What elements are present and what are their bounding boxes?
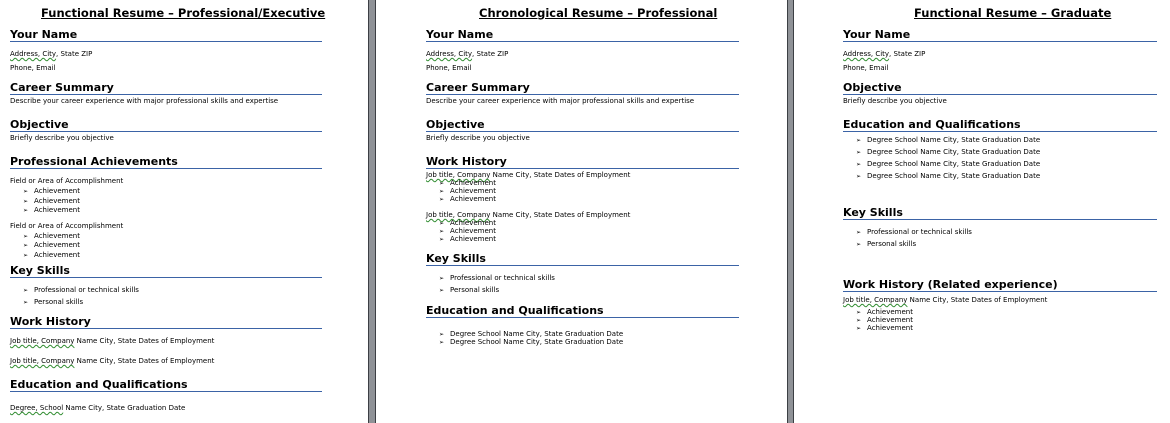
address-line: [426, 50, 508, 59]
job-text-rest: Name City, State Dates of Employment: [490, 171, 631, 179]
education-text-spellchecked: Degree, School: [10, 404, 64, 412]
job-text-rest: Name City, State Dates of Employment: [74, 337, 215, 345]
education-heading: Education and Qualifications: [426, 304, 739, 318]
education-item: ➢ Degree School Name City, State Graduation Date: [856, 172, 1040, 181]
achievement-item: ➢ Achievement: [439, 187, 496, 196]
page-separator: [368, 0, 376, 423]
career-summary-heading: Career Summary: [10, 81, 322, 95]
achievement-item: ➢ Achievement: [439, 227, 496, 236]
career-summary-text: Describe your career experience with major professional skills and expertise: [10, 97, 279, 105]
phone-line: Phone, Email: [10, 64, 56, 72]
education-item: ➢ Degree School Name City, State Graduation Date: [856, 148, 1040, 157]
education-heading: Education and Qualifications: [10, 378, 322, 392]
work-history-heading: Work History (Related experience): [843, 278, 1157, 292]
resume-page-functional-graduate: [795, 0, 1170, 423]
job-line: [10, 337, 214, 346]
job-text-rest: Name City, State Dates of Employment: [490, 211, 631, 219]
address-text-rest: , State ZIP: [56, 50, 93, 58]
education-item: ➢ Degree School Name City, State Graduation Date: [856, 160, 1040, 169]
objective-heading: Objective: [426, 118, 739, 132]
achievement-item: ➢ Achievement: [856, 316, 913, 325]
address-line: [10, 50, 92, 59]
name-heading: Your Name: [426, 28, 739, 42]
achievement-item: ➢ Achievement: [23, 232, 80, 241]
objective-heading: Objective: [843, 81, 1157, 95]
address-text-spellchecked: Address, City: [843, 50, 890, 58]
work-history-heading: Work History: [426, 155, 739, 169]
address-text-spellchecked: Address, City: [10, 50, 57, 58]
achievement-item: ➢ Achievement: [856, 308, 913, 317]
accomplishment-field: Field or Area of Accomplishment: [10, 222, 124, 230]
accomplishment-field: Field or Area of Accomplishment: [10, 177, 124, 185]
job-line: [843, 296, 1047, 305]
achievement-item: ➢ Achievement: [439, 179, 496, 188]
career-summary-heading: Career Summary: [426, 81, 739, 95]
objective-text: Briefly describe you objective: [843, 97, 947, 105]
job-line: [10, 357, 214, 366]
professional-achievements-heading: Professional Achievements: [10, 155, 322, 169]
objective-heading: Objective: [10, 118, 322, 132]
skill-item: ➢ Personal skills: [439, 286, 499, 295]
achievement-item: ➢ Achievement: [23, 251, 80, 260]
achievement-item: ➢ Achievement: [439, 219, 496, 228]
skill-item: ➢ Personal skills: [856, 240, 916, 249]
achievement-item: ➢ Achievement: [23, 197, 80, 206]
job-text-spellchecked: Job title, Company: [10, 357, 75, 365]
job-text-rest: Name City, State Dates of Employment: [907, 296, 1048, 304]
education-text-rest: Name City, State Graduation Date: [63, 404, 186, 412]
key-skills-heading: Key Skills: [10, 264, 322, 278]
resume-page-functional-executive: [0, 0, 367, 423]
career-summary-text: Describe your career experience with major professional skills and expertise: [426, 97, 695, 105]
achievement-item: ➢ Achievement: [856, 324, 913, 333]
skill-item: ➢ Professional or technical skills: [23, 286, 139, 295]
education-item: ➢ Degree School Name City, State Graduation Date: [439, 330, 623, 339]
education-line: [10, 404, 185, 413]
education-heading: Education and Qualifications: [843, 118, 1157, 132]
achievement-item: ➢ Achievement: [439, 235, 496, 244]
education-item: ➢ Degree School Name City, State Graduation Date: [856, 136, 1040, 145]
job-text-spellchecked: Job title, Company: [426, 171, 491, 179]
work-history-heading: Work History: [10, 315, 322, 329]
job-text-spellchecked: Job title, Company: [426, 211, 491, 219]
address-line: [843, 50, 925, 59]
objective-text: Briefly describe you objective: [10, 134, 114, 142]
document-title: Functional Resume – Professional/Executive: [41, 6, 326, 20]
document-title: Functional Resume – Graduate: [914, 6, 1112, 20]
job-text-spellchecked: Job title, Company: [10, 337, 75, 345]
address-text-rest: , State ZIP: [889, 50, 926, 58]
address-text-spellchecked: Address, City: [426, 50, 473, 58]
achievement-item: ➢ Achievement: [23, 206, 80, 215]
achievement-item: ➢ Achievement: [23, 241, 80, 250]
key-skills-heading: Key Skills: [426, 252, 739, 266]
skill-item: ➢ Personal skills: [23, 298, 83, 307]
document-title: Chronological Resume – Professional: [479, 6, 718, 20]
achievement-item: ➢ Achievement: [23, 187, 80, 196]
achievement-item: ➢ Achievement: [439, 195, 496, 204]
skill-item: ➢ Professional or technical skills: [856, 228, 972, 237]
job-text-rest: Name City, State Dates of Employment: [74, 357, 215, 365]
key-skills-heading: Key Skills: [843, 206, 1157, 220]
education-item: ➢ Degree School Name City, State Graduation Date: [439, 338, 623, 347]
page-separator: [787, 0, 794, 423]
phone-line: Phone, Email: [843, 64, 889, 72]
skill-item: ➢ Professional or technical skills: [439, 274, 555, 283]
resume-page-chronological-professional: [377, 0, 785, 423]
address-text-rest: , State ZIP: [472, 50, 509, 58]
objective-text: Briefly describe you objective: [426, 134, 530, 142]
phone-line: Phone, Email: [426, 64, 472, 72]
job-text-spellchecked: Job title, Company: [843, 296, 908, 304]
name-heading: Your Name: [10, 28, 322, 42]
name-heading: Your Name: [843, 28, 1157, 42]
